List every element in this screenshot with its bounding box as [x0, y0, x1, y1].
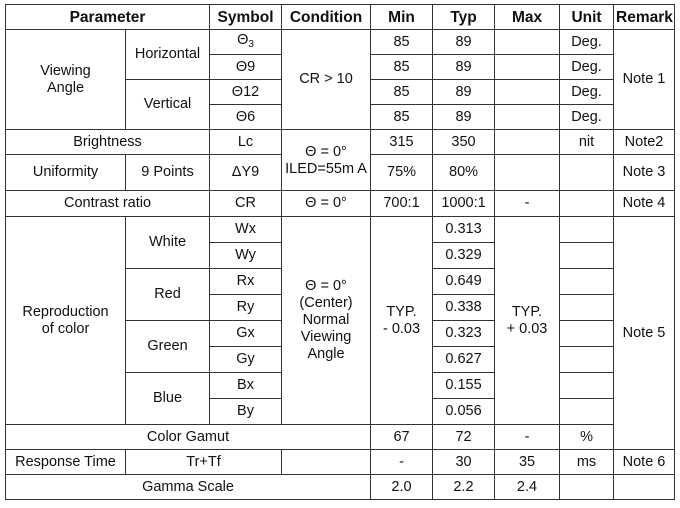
header-max: Max: [495, 5, 560, 30]
gamma-max: 2.4: [495, 475, 560, 500]
color-typ: 0.323: [433, 321, 495, 347]
gamut-max: -: [495, 425, 560, 450]
viewing-vertical-label: Vertical: [126, 80, 210, 130]
uniformity-unit: [560, 155, 614, 191]
color-symbol: Gx: [210, 321, 282, 347]
uniformity-points: 9 Points: [126, 155, 210, 191]
viewing-horizontal-label: Horizontal: [126, 30, 210, 80]
color-unit: [560, 321, 614, 347]
header-row: [6, 5, 675, 30]
contrast-condition: Θ = 0°: [282, 191, 371, 217]
brightness-unit: nit: [560, 130, 614, 155]
color-white-label: White: [126, 217, 210, 269]
uniformity-max: [495, 155, 560, 191]
viewing-remark: Note 1: [614, 30, 675, 130]
viewing-condition: CR > 10: [282, 30, 371, 130]
viewing-angle-label: Viewing Angle: [6, 30, 126, 130]
color-green-label: Green: [126, 321, 210, 373]
viewing-symbol: $\Theta_3$: [210, 30, 282, 55]
color-symbol: Wy: [210, 243, 282, 269]
color-symbol: Gy: [210, 347, 282, 373]
uniformity-symbol: ΔY9: [210, 155, 282, 191]
color-symbol: Ry: [210, 295, 282, 321]
response-condition: [282, 450, 371, 475]
viewing-min: 85: [371, 80, 433, 105]
uniformity-min: 75%: [371, 155, 433, 191]
brightness-min: 315: [371, 130, 433, 155]
uniformity-remark: Note 3: [614, 155, 675, 191]
contrast-unit: [560, 191, 614, 217]
reproduction-condition: Θ = 0° (Center) Normal Viewing Angle: [282, 217, 371, 425]
viewing-unit: Deg.: [560, 105, 614, 130]
header-remark: Remark: [614, 5, 675, 30]
viewing-max: [495, 80, 560, 105]
color-unit: [560, 399, 614, 425]
color-unit: [560, 243, 614, 269]
viewing-max: [495, 105, 560, 130]
color-typ: 0.329: [433, 243, 495, 269]
brightness-label: Brightness: [6, 130, 210, 155]
viewing-min: 85: [371, 30, 433, 55]
gamma-label: Gamma Scale: [6, 475, 371, 500]
contrast-min: 700:1: [371, 191, 433, 217]
viewing-max: [495, 55, 560, 80]
header-min: Min: [371, 5, 433, 30]
gamut-typ: 72: [433, 425, 495, 450]
contrast-remark: Note 4: [614, 191, 675, 217]
viewing-unit: Deg.: [560, 30, 614, 55]
table-row: [6, 130, 675, 155]
table-row: [6, 425, 675, 450]
uniformity-typ: 80%: [433, 155, 495, 191]
color-unit: [560, 373, 614, 399]
viewing-typ: 89: [433, 105, 495, 130]
header-symbol: Symbol: [210, 5, 282, 30]
viewing-typ: 89: [433, 80, 495, 105]
color-symbol: Rx: [210, 269, 282, 295]
color-typ: 0.649: [433, 269, 495, 295]
color-symbol: By: [210, 399, 282, 425]
gamut-unit: %: [560, 425, 614, 450]
reproduction-label: Reproduction of color: [6, 217, 126, 425]
response-remark: Note 6: [614, 450, 675, 475]
reproduction-min: TYP. - 0.03: [371, 217, 433, 425]
viewing-min: 85: [371, 105, 433, 130]
table-row: [6, 475, 675, 500]
color-blue-label: Blue: [126, 373, 210, 425]
gamma-typ: 2.2: [433, 475, 495, 500]
optical-spec-table: [5, 4, 675, 500]
viewing-typ: 89: [433, 55, 495, 80]
table-row: [6, 450, 675, 475]
brightness-remark: Note2: [614, 130, 675, 155]
contrast-typ: 1000:1: [433, 191, 495, 217]
gamma-min: 2.0: [371, 475, 433, 500]
contrast-symbol: CR: [210, 191, 282, 217]
color-typ: 0.313: [433, 217, 495, 243]
color-typ: 0.056: [433, 399, 495, 425]
color-typ: 0.627: [433, 347, 495, 373]
uniformity-label: Uniformity: [6, 155, 126, 191]
header-parameter: Parameter: [6, 5, 210, 30]
color-unit: [560, 347, 614, 373]
response-min: -: [371, 450, 433, 475]
gamma-unit: [560, 475, 614, 500]
color-typ: 0.338: [433, 295, 495, 321]
brightness-symbol: Lc: [210, 130, 282, 155]
gamma-remark: [614, 475, 675, 500]
brightness-typ: 350: [433, 130, 495, 155]
contrast-label: Contrast ratio: [6, 191, 210, 217]
viewing-symbol: Θ9: [210, 55, 282, 80]
gamut-min: 67: [371, 425, 433, 450]
header-unit: Unit: [560, 5, 614, 30]
response-label: Response Time: [6, 450, 126, 475]
table-row: [6, 191, 675, 217]
response-symbol: Tr+Tf: [126, 450, 282, 475]
viewing-symbol: Θ12: [210, 80, 282, 105]
viewing-symbol: Θ6: [210, 105, 282, 130]
table-row: [6, 30, 675, 55]
viewing-max: [495, 30, 560, 55]
color-unit: [560, 269, 614, 295]
color-symbol: Bx: [210, 373, 282, 399]
response-max: 35: [495, 450, 560, 475]
reproduction-remark: Note 5: [614, 217, 675, 450]
brightness-condition: Θ = 0° ILED=55m A: [282, 130, 371, 191]
color-unit: [560, 295, 614, 321]
table-row: [6, 217, 675, 243]
gamut-label: Color Gamut: [6, 425, 371, 450]
brightness-max: [495, 130, 560, 155]
header-typ: Typ: [433, 5, 495, 30]
response-unit: ms: [560, 450, 614, 475]
color-red-label: Red: [126, 269, 210, 321]
color-unit: [560, 217, 614, 243]
header-condition: Condition: [282, 5, 371, 30]
viewing-unit: Deg.: [560, 80, 614, 105]
viewing-typ: 89: [433, 30, 495, 55]
response-typ: 30: [433, 450, 495, 475]
viewing-unit: Deg.: [560, 55, 614, 80]
color-symbol: Wx: [210, 217, 282, 243]
viewing-min: 85: [371, 55, 433, 80]
color-typ: 0.155: [433, 373, 495, 399]
reproduction-max: TYP. + 0.03: [495, 217, 560, 425]
contrast-max: -: [495, 191, 560, 217]
